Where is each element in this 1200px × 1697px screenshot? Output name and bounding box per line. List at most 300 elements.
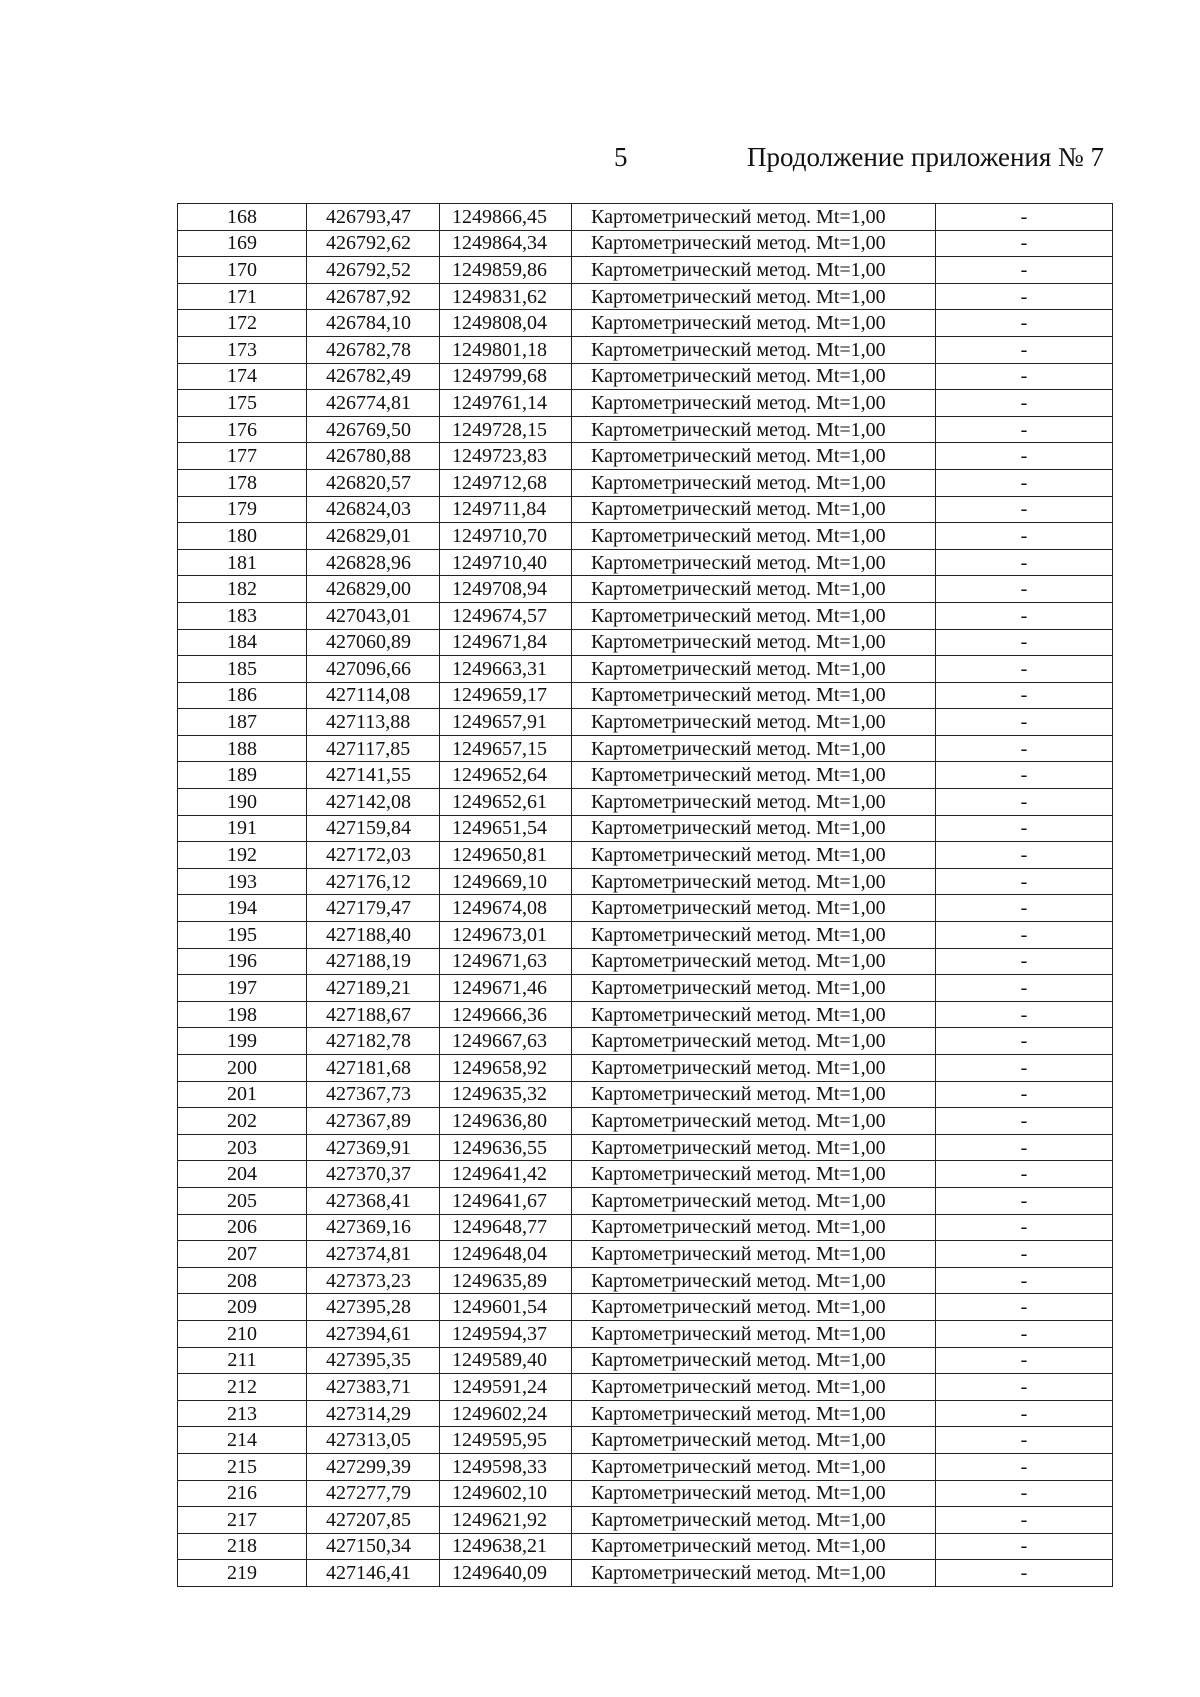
y-coordinate-cell: 1249641,67 bbox=[440, 1187, 572, 1214]
method-cell: Картометрический метод. Mt=1,00 bbox=[572, 975, 936, 1002]
point-number-cell: 176 bbox=[178, 416, 307, 443]
y-coordinate-cell: 1249831,62 bbox=[440, 283, 572, 310]
method-cell: Картометрический метод. Mt=1,00 bbox=[572, 1507, 936, 1534]
method-cell: Картометрический метод. Mt=1,00 bbox=[572, 336, 936, 363]
table-row bbox=[178, 390, 1113, 417]
y-coordinate-cell: 1249667,63 bbox=[440, 1028, 572, 1055]
table-row bbox=[178, 1055, 1113, 1082]
method-cell: Картометрический метод. Mt=1,00 bbox=[572, 868, 936, 895]
description-cell: - bbox=[936, 1427, 1113, 1454]
table-row bbox=[178, 363, 1113, 390]
method-cell: Картометрический метод. Mt=1,00 bbox=[572, 948, 936, 975]
y-coordinate-cell: 1249671,84 bbox=[440, 629, 572, 656]
point-number-cell: 181 bbox=[178, 549, 307, 576]
description-cell: - bbox=[936, 1453, 1113, 1480]
x-coordinate-cell: 427188,19 bbox=[307, 948, 440, 975]
x-coordinate-cell: 426824,03 bbox=[307, 496, 440, 523]
method-cell: Картометрический метод. Mt=1,00 bbox=[572, 895, 936, 922]
y-coordinate-cell: 1249650,81 bbox=[440, 842, 572, 869]
x-coordinate-cell: 427383,71 bbox=[307, 1374, 440, 1401]
method-cell: Картометрический метод. Mt=1,00 bbox=[572, 1320, 936, 1347]
x-coordinate-cell: 426820,57 bbox=[307, 469, 440, 496]
method-cell: Картометрический метод. Mt=1,00 bbox=[572, 1108, 936, 1135]
description-cell: - bbox=[936, 735, 1113, 762]
y-coordinate-cell: 1249671,63 bbox=[440, 948, 572, 975]
point-number-cell: 187 bbox=[178, 709, 307, 736]
description-cell: - bbox=[936, 602, 1113, 629]
table-row bbox=[178, 922, 1113, 949]
x-coordinate-cell: 426780,88 bbox=[307, 443, 440, 470]
description-cell: - bbox=[936, 336, 1113, 363]
table-row bbox=[178, 416, 1113, 443]
x-coordinate-cell: 427117,85 bbox=[307, 735, 440, 762]
method-cell: Картометрический метод. Mt=1,00 bbox=[572, 656, 936, 683]
table-row bbox=[178, 1187, 1113, 1214]
x-coordinate-cell: 427114,08 bbox=[307, 682, 440, 709]
description-cell: - bbox=[936, 1241, 1113, 1268]
table-row bbox=[178, 842, 1113, 869]
method-cell: Картометрический метод. Mt=1,00 bbox=[572, 1241, 936, 1268]
table-row bbox=[178, 975, 1113, 1002]
point-number-cell: 214 bbox=[178, 1427, 307, 1454]
description-cell: - bbox=[936, 443, 1113, 470]
table-row bbox=[178, 283, 1113, 310]
table-row bbox=[178, 230, 1113, 257]
method-cell: Картометрический метод. Mt=1,00 bbox=[572, 842, 936, 869]
point-number-cell: 174 bbox=[178, 363, 307, 390]
x-coordinate-cell: 427141,55 bbox=[307, 762, 440, 789]
table-row bbox=[178, 1134, 1113, 1161]
y-coordinate-cell: 1249636,80 bbox=[440, 1108, 572, 1135]
table-row bbox=[178, 815, 1113, 842]
point-number-cell: 189 bbox=[178, 762, 307, 789]
point-number-cell: 215 bbox=[178, 1453, 307, 1480]
y-coordinate-cell: 1249589,40 bbox=[440, 1347, 572, 1374]
x-coordinate-cell: 427368,41 bbox=[307, 1187, 440, 1214]
point-number-cell: 211 bbox=[178, 1347, 307, 1374]
description-cell: - bbox=[936, 1081, 1113, 1108]
x-coordinate-cell: 426792,52 bbox=[307, 257, 440, 284]
table-row bbox=[178, 789, 1113, 816]
y-coordinate-cell: 1249652,64 bbox=[440, 762, 572, 789]
description-cell: - bbox=[936, 868, 1113, 895]
table-row bbox=[178, 523, 1113, 550]
table-row bbox=[178, 1400, 1113, 1427]
y-coordinate-cell: 1249723,83 bbox=[440, 443, 572, 470]
x-coordinate-cell: 427188,40 bbox=[307, 922, 440, 949]
table-row bbox=[178, 1533, 1113, 1560]
description-cell: - bbox=[936, 1533, 1113, 1560]
x-coordinate-cell: 427172,03 bbox=[307, 842, 440, 869]
y-coordinate-cell: 1249669,10 bbox=[440, 868, 572, 895]
table-row bbox=[178, 496, 1113, 523]
y-coordinate-cell: 1249658,92 bbox=[440, 1055, 572, 1082]
y-coordinate-cell: 1249710,70 bbox=[440, 523, 572, 550]
table-row bbox=[178, 1320, 1113, 1347]
y-coordinate-cell: 1249638,21 bbox=[440, 1533, 572, 1560]
description-cell: - bbox=[936, 1507, 1113, 1534]
x-coordinate-cell: 427142,08 bbox=[307, 789, 440, 816]
x-coordinate-cell: 426829,00 bbox=[307, 576, 440, 603]
description-cell: - bbox=[936, 257, 1113, 284]
description-cell: - bbox=[936, 1267, 1113, 1294]
table-row bbox=[178, 602, 1113, 629]
y-coordinate-cell: 1249602,24 bbox=[440, 1400, 572, 1427]
table-row bbox=[178, 629, 1113, 656]
method-cell: Картометрический метод. Mt=1,00 bbox=[572, 523, 936, 550]
point-number-cell: 197 bbox=[178, 975, 307, 1002]
method-cell: Картометрический метод. Mt=1,00 bbox=[572, 789, 936, 816]
table-row bbox=[178, 443, 1113, 470]
page-number: 5 bbox=[614, 142, 628, 172]
y-coordinate-cell: 1249635,89 bbox=[440, 1267, 572, 1294]
method-cell: Картометрический метод. Mt=1,00 bbox=[572, 1560, 936, 1587]
x-coordinate-cell: 427181,68 bbox=[307, 1055, 440, 1082]
method-cell: Картометрический метод. Mt=1,00 bbox=[572, 762, 936, 789]
point-number-cell: 218 bbox=[178, 1533, 307, 1560]
y-coordinate-cell: 1249801,18 bbox=[440, 336, 572, 363]
description-cell: - bbox=[936, 576, 1113, 603]
coordinates-table bbox=[177, 203, 1113, 1587]
description-cell: - bbox=[936, 709, 1113, 736]
point-number-cell: 170 bbox=[178, 257, 307, 284]
description-cell: - bbox=[936, 416, 1113, 443]
point-number-cell: 207 bbox=[178, 1241, 307, 1268]
table-row bbox=[178, 1001, 1113, 1028]
point-number-cell: 194 bbox=[178, 895, 307, 922]
y-coordinate-cell: 1249591,24 bbox=[440, 1374, 572, 1401]
description-cell: - bbox=[936, 549, 1113, 576]
method-cell: Картометрический метод. Mt=1,00 bbox=[572, 1427, 936, 1454]
description-cell: - bbox=[936, 1214, 1113, 1241]
x-coordinate-cell: 427395,35 bbox=[307, 1347, 440, 1374]
x-coordinate-cell: 426784,10 bbox=[307, 310, 440, 337]
x-coordinate-cell: 427394,61 bbox=[307, 1320, 440, 1347]
description-cell: - bbox=[936, 496, 1113, 523]
x-coordinate-cell: 427096,66 bbox=[307, 656, 440, 683]
method-cell: Картометрический метод. Mt=1,00 bbox=[572, 1347, 936, 1374]
description-cell: - bbox=[936, 1028, 1113, 1055]
x-coordinate-cell: 427113,88 bbox=[307, 709, 440, 736]
x-coordinate-cell: 426792,62 bbox=[307, 230, 440, 257]
point-number-cell: 209 bbox=[178, 1294, 307, 1321]
x-coordinate-cell: 427370,37 bbox=[307, 1161, 440, 1188]
description-cell: - bbox=[936, 1134, 1113, 1161]
y-coordinate-cell: 1249710,40 bbox=[440, 549, 572, 576]
method-cell: Картометрический метод. Mt=1,00 bbox=[572, 1055, 936, 1082]
x-coordinate-cell: 426787,92 bbox=[307, 283, 440, 310]
x-coordinate-cell: 427207,85 bbox=[307, 1507, 440, 1534]
description-cell: - bbox=[936, 815, 1113, 842]
y-coordinate-cell: 1249636,55 bbox=[440, 1134, 572, 1161]
point-number-cell: 177 bbox=[178, 443, 307, 470]
point-number-cell: 169 bbox=[178, 230, 307, 257]
table-row bbox=[178, 1427, 1113, 1454]
point-number-cell: 216 bbox=[178, 1480, 307, 1507]
description-cell: - bbox=[936, 363, 1113, 390]
method-cell: Картометрический метод. Mt=1,00 bbox=[572, 496, 936, 523]
method-cell: Картометрический метод. Mt=1,00 bbox=[572, 1294, 936, 1321]
x-coordinate-cell: 427188,67 bbox=[307, 1001, 440, 1028]
x-coordinate-cell: 427189,21 bbox=[307, 975, 440, 1002]
point-number-cell: 195 bbox=[178, 922, 307, 949]
y-coordinate-cell: 1249648,77 bbox=[440, 1214, 572, 1241]
point-number-cell: 208 bbox=[178, 1267, 307, 1294]
description-cell: - bbox=[936, 629, 1113, 656]
method-cell: Картометрический метод. Mt=1,00 bbox=[572, 602, 936, 629]
table-row bbox=[178, 868, 1113, 895]
method-cell: Картометрический метод. Mt=1,00 bbox=[572, 363, 936, 390]
table-row bbox=[178, 310, 1113, 337]
x-coordinate-cell: 427367,73 bbox=[307, 1081, 440, 1108]
method-cell: Картометрический метод. Mt=1,00 bbox=[572, 310, 936, 337]
x-coordinate-cell: 427060,89 bbox=[307, 629, 440, 656]
point-number-cell: 183 bbox=[178, 602, 307, 629]
table-row bbox=[178, 1081, 1113, 1108]
x-coordinate-cell: 427159,84 bbox=[307, 815, 440, 842]
description-cell: - bbox=[936, 1347, 1113, 1374]
description-cell: - bbox=[936, 1294, 1113, 1321]
y-coordinate-cell: 1249659,17 bbox=[440, 682, 572, 709]
method-cell: Картометрический метод. Mt=1,00 bbox=[572, 1161, 936, 1188]
y-coordinate-cell: 1249595,95 bbox=[440, 1427, 572, 1454]
x-coordinate-cell: 427182,78 bbox=[307, 1028, 440, 1055]
description-cell: - bbox=[936, 682, 1113, 709]
description-cell: - bbox=[936, 1374, 1113, 1401]
point-number-cell: 182 bbox=[178, 576, 307, 603]
point-number-cell: 193 bbox=[178, 868, 307, 895]
method-cell: Картометрический метод. Mt=1,00 bbox=[572, 1001, 936, 1028]
table-row bbox=[178, 549, 1113, 576]
description-cell: - bbox=[936, 1001, 1113, 1028]
point-number-cell: 172 bbox=[178, 310, 307, 337]
y-coordinate-cell: 1249621,92 bbox=[440, 1507, 572, 1534]
point-number-cell: 219 bbox=[178, 1560, 307, 1587]
point-number-cell: 171 bbox=[178, 283, 307, 310]
point-number-cell: 184 bbox=[178, 629, 307, 656]
table-row bbox=[178, 1560, 1113, 1587]
x-coordinate-cell: 427150,34 bbox=[307, 1533, 440, 1560]
y-coordinate-cell: 1249657,91 bbox=[440, 709, 572, 736]
y-coordinate-cell: 1249663,31 bbox=[440, 656, 572, 683]
point-number-cell: 168 bbox=[178, 204, 307, 231]
x-coordinate-cell: 427299,39 bbox=[307, 1453, 440, 1480]
point-number-cell: 212 bbox=[178, 1374, 307, 1401]
method-cell: Картометрический метод. Mt=1,00 bbox=[572, 283, 936, 310]
table-row bbox=[178, 709, 1113, 736]
point-number-cell: 202 bbox=[178, 1108, 307, 1135]
point-number-cell: 190 bbox=[178, 789, 307, 816]
x-coordinate-cell: 427277,79 bbox=[307, 1480, 440, 1507]
x-coordinate-cell: 426828,96 bbox=[307, 549, 440, 576]
point-number-cell: 186 bbox=[178, 682, 307, 709]
description-cell: - bbox=[936, 789, 1113, 816]
method-cell: Картометрический метод. Mt=1,00 bbox=[572, 390, 936, 417]
y-coordinate-cell: 1249601,54 bbox=[440, 1294, 572, 1321]
method-cell: Картометрический метод. Mt=1,00 bbox=[572, 1374, 936, 1401]
y-coordinate-cell: 1249640,09 bbox=[440, 1560, 572, 1587]
method-cell: Картометрический метод. Mt=1,00 bbox=[572, 576, 936, 603]
description-cell: - bbox=[936, 975, 1113, 1002]
point-number-cell: 200 bbox=[178, 1055, 307, 1082]
method-cell: Картометрический метод. Mt=1,00 bbox=[572, 204, 936, 231]
x-coordinate-cell: 426782,78 bbox=[307, 336, 440, 363]
point-number-cell: 178 bbox=[178, 469, 307, 496]
y-coordinate-cell: 1249598,33 bbox=[440, 1453, 572, 1480]
description-cell: - bbox=[936, 1400, 1113, 1427]
y-coordinate-cell: 1249673,01 bbox=[440, 922, 572, 949]
description-cell: - bbox=[936, 1161, 1113, 1188]
point-number-cell: 188 bbox=[178, 735, 307, 762]
table-row bbox=[178, 1214, 1113, 1241]
method-cell: Картометрический метод. Mt=1,00 bbox=[572, 230, 936, 257]
x-coordinate-cell: 427146,41 bbox=[307, 1560, 440, 1587]
description-cell: - bbox=[936, 230, 1113, 257]
method-cell: Картометрический метод. Mt=1,00 bbox=[572, 1214, 936, 1241]
x-coordinate-cell: 427373,23 bbox=[307, 1267, 440, 1294]
x-coordinate-cell: 427395,28 bbox=[307, 1294, 440, 1321]
method-cell: Картометрический метод. Mt=1,00 bbox=[572, 922, 936, 949]
y-coordinate-cell: 1249711,84 bbox=[440, 496, 572, 523]
method-cell: Картометрический метод. Mt=1,00 bbox=[572, 709, 936, 736]
description-cell: - bbox=[936, 1560, 1113, 1587]
table-row bbox=[178, 682, 1113, 709]
x-coordinate-cell: 427367,89 bbox=[307, 1108, 440, 1135]
point-number-cell: 198 bbox=[178, 1001, 307, 1028]
y-coordinate-cell: 1249728,15 bbox=[440, 416, 572, 443]
table-row bbox=[178, 204, 1113, 231]
x-coordinate-cell: 427176,12 bbox=[307, 868, 440, 895]
x-coordinate-cell: 426829,01 bbox=[307, 523, 440, 550]
method-cell: Картометрический метод. Mt=1,00 bbox=[572, 1028, 936, 1055]
method-cell: Картометрический метод. Mt=1,00 bbox=[572, 735, 936, 762]
point-number-cell: 217 bbox=[178, 1507, 307, 1534]
method-cell: Картометрический метод. Mt=1,00 bbox=[572, 416, 936, 443]
description-cell: - bbox=[936, 1320, 1113, 1347]
y-coordinate-cell: 1249641,42 bbox=[440, 1161, 572, 1188]
point-number-cell: 205 bbox=[178, 1187, 307, 1214]
description-cell: - bbox=[936, 842, 1113, 869]
point-number-cell: 175 bbox=[178, 390, 307, 417]
point-number-cell: 210 bbox=[178, 1320, 307, 1347]
y-coordinate-cell: 1249864,34 bbox=[440, 230, 572, 257]
description-cell: - bbox=[936, 1480, 1113, 1507]
y-coordinate-cell: 1249657,15 bbox=[440, 735, 572, 762]
point-number-cell: 191 bbox=[178, 815, 307, 842]
description-cell: - bbox=[936, 390, 1113, 417]
table-row bbox=[178, 257, 1113, 284]
y-coordinate-cell: 1249602,10 bbox=[440, 1480, 572, 1507]
y-coordinate-cell: 1249594,37 bbox=[440, 1320, 572, 1347]
x-coordinate-cell: 427043,01 bbox=[307, 602, 440, 629]
y-coordinate-cell: 1249674,08 bbox=[440, 895, 572, 922]
table-row bbox=[178, 762, 1113, 789]
y-coordinate-cell: 1249648,04 bbox=[440, 1241, 572, 1268]
table-row bbox=[178, 1241, 1113, 1268]
method-cell: Картометрический метод. Mt=1,00 bbox=[572, 629, 936, 656]
point-number-cell: 179 bbox=[178, 496, 307, 523]
point-number-cell: 180 bbox=[178, 523, 307, 550]
table-row bbox=[178, 1108, 1113, 1135]
x-coordinate-cell: 426769,50 bbox=[307, 416, 440, 443]
coordinates-table-body bbox=[178, 204, 1113, 1587]
x-coordinate-cell: 427369,16 bbox=[307, 1214, 440, 1241]
description-cell: - bbox=[936, 204, 1113, 231]
table-row bbox=[178, 1507, 1113, 1534]
description-cell: - bbox=[936, 1108, 1113, 1135]
x-coordinate-cell: 426793,47 bbox=[307, 204, 440, 231]
table-row bbox=[178, 1294, 1113, 1321]
y-coordinate-cell: 1249761,14 bbox=[440, 390, 572, 417]
method-cell: Картометрический метод. Mt=1,00 bbox=[572, 1267, 936, 1294]
table-row bbox=[178, 336, 1113, 363]
table-row bbox=[178, 576, 1113, 603]
point-number-cell: 203 bbox=[178, 1134, 307, 1161]
description-cell: - bbox=[936, 656, 1113, 683]
x-coordinate-cell: 426774,81 bbox=[307, 390, 440, 417]
description-cell: - bbox=[936, 283, 1113, 310]
method-cell: Картометрический метод. Mt=1,00 bbox=[572, 1187, 936, 1214]
point-number-cell: 206 bbox=[178, 1214, 307, 1241]
x-coordinate-cell: 426782,49 bbox=[307, 363, 440, 390]
method-cell: Картометрический метод. Mt=1,00 bbox=[572, 1400, 936, 1427]
y-coordinate-cell: 1249651,54 bbox=[440, 815, 572, 842]
point-number-cell: 199 bbox=[178, 1028, 307, 1055]
point-number-cell: 173 bbox=[178, 336, 307, 363]
table-row bbox=[178, 735, 1113, 762]
y-coordinate-cell: 1249799,68 bbox=[440, 363, 572, 390]
table-row bbox=[178, 1028, 1113, 1055]
method-cell: Картометрический метод. Mt=1,00 bbox=[572, 257, 936, 284]
y-coordinate-cell: 1249635,32 bbox=[440, 1081, 572, 1108]
table-row bbox=[178, 469, 1113, 496]
point-number-cell: 204 bbox=[178, 1161, 307, 1188]
method-cell: Картометрический метод. Mt=1,00 bbox=[572, 1453, 936, 1480]
table-row bbox=[178, 1374, 1113, 1401]
y-coordinate-cell: 1249671,46 bbox=[440, 975, 572, 1002]
description-cell: - bbox=[936, 469, 1113, 496]
table-row bbox=[178, 1480, 1113, 1507]
method-cell: Картометрический метод. Mt=1,00 bbox=[572, 443, 936, 470]
x-coordinate-cell: 427179,47 bbox=[307, 895, 440, 922]
description-cell: - bbox=[936, 1055, 1113, 1082]
table-row bbox=[178, 895, 1113, 922]
x-coordinate-cell: 427369,91 bbox=[307, 1134, 440, 1161]
table-row bbox=[178, 1347, 1113, 1374]
x-coordinate-cell: 427374,81 bbox=[307, 1241, 440, 1268]
point-number-cell: 185 bbox=[178, 656, 307, 683]
description-cell: - bbox=[936, 523, 1113, 550]
table-row bbox=[178, 656, 1113, 683]
y-coordinate-cell: 1249712,68 bbox=[440, 469, 572, 496]
description-cell: - bbox=[936, 895, 1113, 922]
y-coordinate-cell: 1249708,94 bbox=[440, 576, 572, 603]
description-cell: - bbox=[936, 1187, 1113, 1214]
method-cell: Картометрический метод. Mt=1,00 bbox=[572, 1081, 936, 1108]
method-cell: Картометрический метод. Mt=1,00 bbox=[572, 469, 936, 496]
y-coordinate-cell: 1249652,61 bbox=[440, 789, 572, 816]
method-cell: Картометрический метод. Mt=1,00 bbox=[572, 1533, 936, 1560]
point-number-cell: 196 bbox=[178, 948, 307, 975]
y-coordinate-cell: 1249674,57 bbox=[440, 602, 572, 629]
method-cell: Картометрический метод. Mt=1,00 bbox=[572, 815, 936, 842]
table-row bbox=[178, 1161, 1113, 1188]
point-number-cell: 192 bbox=[178, 842, 307, 869]
table-row bbox=[178, 948, 1113, 975]
description-cell: - bbox=[936, 310, 1113, 337]
y-coordinate-cell: 1249859,86 bbox=[440, 257, 572, 284]
y-coordinate-cell: 1249808,04 bbox=[440, 310, 572, 337]
